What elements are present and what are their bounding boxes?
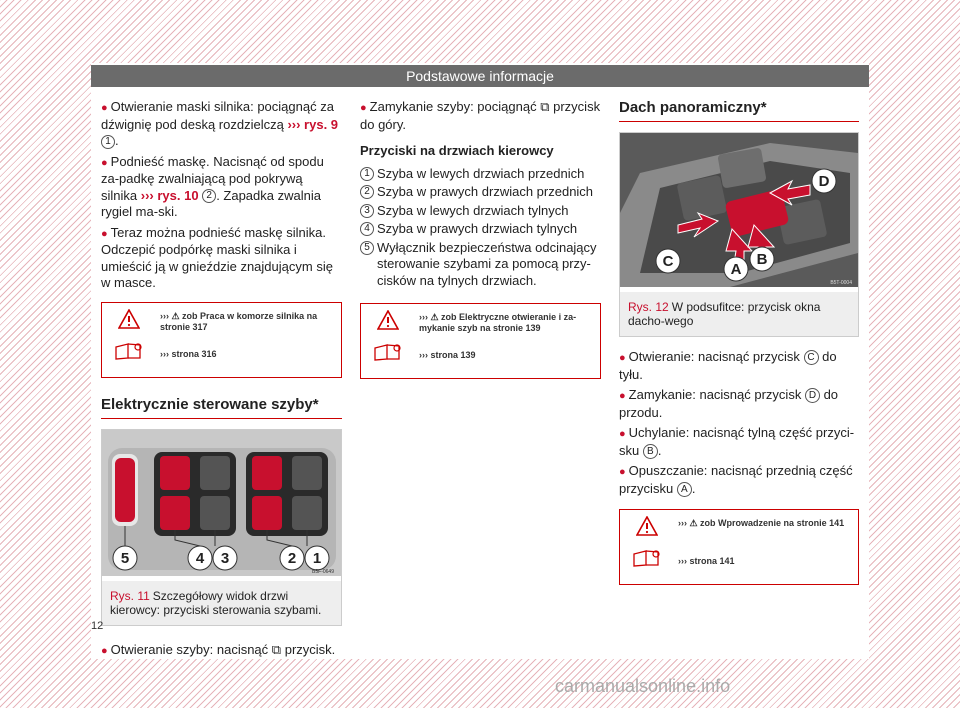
list-item: 2 Szyba w prawych drzwiach przednich [360,184,601,201]
window-switch-icon: ⧉ [271,641,282,657]
figure-reference[interactable]: ››› rys. 9 [287,116,339,132]
page-number: 12 [91,620,104,632]
callout-2: 2 [287,549,297,567]
column-3 [619,99,859,585]
paragraph-instruction: ● Zamykanie: nacisnąć przycisk D do przodu. [619,387,839,420]
paragraph-instruction: ● Otwieranie: nacisnąć przycisk C do tyłu. [619,349,837,382]
warning-triangle-icon [636,516,658,536]
manual-book-icon [632,548,664,568]
figure-window-buttons [101,429,342,626]
warning-link[interactable]: ››› ⚠ zob Wprowadzenie na stronie 141 [678,518,845,528]
sunroof-button-image [620,133,858,287]
list-item: 5 Wyłącznik bezpieczeństwa odcinający sterowanie szybami za pomocą przy-cisków na tylnych drzwiach. [360,240,601,290]
bullet-icon: ● [101,156,108,169]
warning-link[interactable]: ››› ⚠ zob Praca w komorze silnika na stronie 317 [160,310,318,332]
watermark: carmanualsonline.info [555,676,731,696]
window-switch-icon: ⧉ [540,99,550,114]
page-link[interactable]: ››› strona 139 [419,350,476,360]
warning-box [360,303,601,379]
paragraph-hood-lift: ● Podnieść maskę. Nacisnąć od spodu za-padkę zwalniającą pod pokrywą silnika ››› rys. 10 2 . Zapadka zwalnia rygiel ma-ski. [101,153,324,219]
figure-sunroof-button [619,132,859,337]
callout-A: A [730,261,742,278]
bullet-icon: ● [101,227,108,240]
figure-reference[interactable]: ››› rys. 10 [140,187,199,203]
figure-caption: Rys. 12 W podsufitce: przycisk okna dacho-wego [620,292,858,336]
bullet-icon: ● [619,428,626,440]
paragraph-hood-support: ● Teraz można podnieść maskę silnika. Odczepić podpórkę maski silnika i umieścić ją w gnieździe znajdującym się w masce. [101,224,333,290]
paragraph-window-open: ● Otwieranie szyby: nacisnąć ⧉ przycisk. [101,641,336,657]
driver-door-buttons-list [360,166,601,290]
callout-3: 3 [220,549,230,567]
figure-code: B5F-0649 [312,568,334,575]
warning-link[interactable]: ››› ⚠ zob Elektryczne otwieranie i za-mykanie szyb na stronie 139 [419,312,577,333]
page-link[interactable]: ››› strona 141 [678,556,735,566]
page-link[interactable]: ››› strona 316 [160,348,217,359]
bullet-icon: ● [360,102,367,114]
column-1 [101,99,342,663]
callout-C: C [662,253,674,270]
list-item: 1 Szyba w lewych drzwiach przednich [360,166,601,183]
bullet-icon: ● [101,644,108,657]
warning-triangle-icon [377,310,399,330]
figure-code: B5T-0004 [830,280,852,286]
bullet-icon: ● [101,102,108,114]
paragraph-hood-open: ● Otwieranie maski silnika: pociągnąć za dźwignię pod deską rozdzielczą ››› rys. 9 1 . [101,99,339,148]
warning-triangle-icon [118,309,140,329]
bullet-icon: ● [619,466,626,478]
column-2 [360,99,601,379]
paragraph-window-close: ● Zamykanie szyby: pociągnąć ⧉ przycisk do góry. [360,99,601,132]
callout-5: 5 [120,549,130,567]
callout-number: 1 [101,135,115,149]
bullet-icon: ● [619,352,626,364]
section-title: Elektrycznie sterowane szyby* [101,396,342,419]
callout-number: 2 [202,189,216,203]
manual-book-icon [373,342,405,362]
list-subtitle: Przyciski na drzwiach kierowcy [360,143,554,158]
callout-1: 1 [312,549,322,567]
sunroof-instructions [619,349,859,497]
section-title: Dach panoramiczny* [619,99,859,122]
paragraph-instruction: ● Opuszczanie: nacisnąć przednią część przycisku A . [619,463,853,496]
list-item: 4 Szyba w prawych drzwiach tylnych [360,221,601,238]
warning-box [619,509,859,585]
page-header: Podstawowe informacje [91,65,869,87]
callout-D: D [818,173,830,190]
callout-B: B [756,251,768,268]
manual-book-icon [114,341,146,361]
window-buttons-image [102,430,341,576]
bullet-icon: ● [619,390,626,402]
manual-page [91,63,869,659]
figure-caption: Rys. 11 Szczegółowy widok drzwi kierowcy: przyciski sterowania szybami. [102,581,341,625]
callout-4: 4 [195,549,205,567]
list-item: 3 Szyba w lewych drzwiach tylnych [360,203,601,220]
paragraph-instruction: ● Uchylanie: nacisnąć tylną część przyci-sku B . [619,425,855,458]
warning-box [101,302,342,378]
